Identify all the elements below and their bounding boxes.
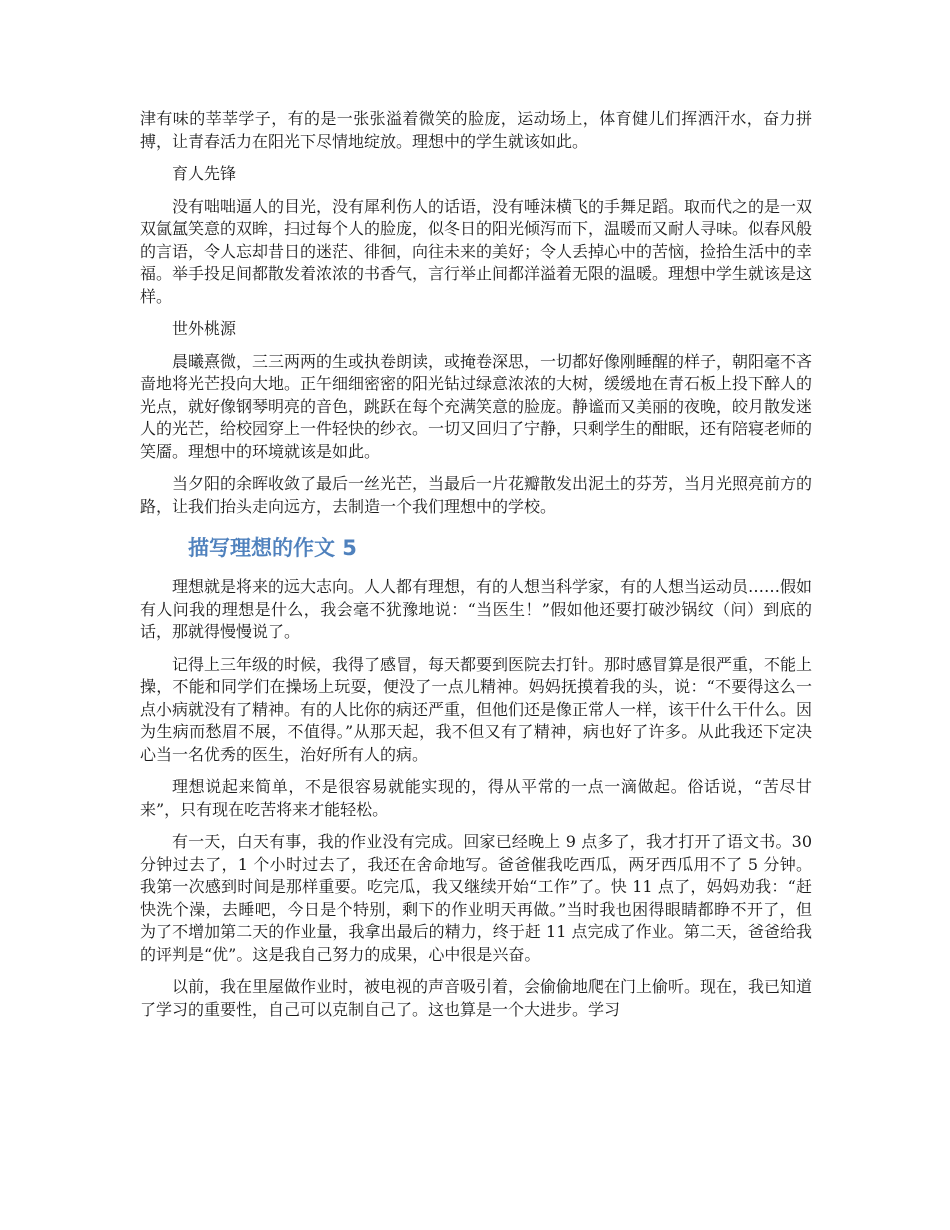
paragraph-ideal-doctor: 理想就是将来的远大志向。人人都有理想，有的人想当科学家，有的人想当运动员……假如有人问我的理想是什么，我会毫不犹豫地说：“当医生！”假如他还要打破沙锅纹（问）到底的话，那就得慢慢说了。 bbox=[140, 577, 813, 641]
paragraph-teacher-description: 没有咄咄逼人的目光，没有犀利伤人的话语，没有唾沫横飞的手舞足蹈。取而代之的是一双双氤氲笑意的双眸，扫过每个人的脸庞，似冬日的阳光倾泻而下，温暖而又耐人寻味。似春风般的言语，令人忘却昔日的迷茫、徘徊，向往未来的美好；令人丢掉心中的苦恼，捡拾生活中的幸福。举手投足间都散发着浓浓的书香气，言行举止间都洋溢着无限的温暖。理想中学生就该是这样。 bbox=[140, 196, 813, 306]
document-page bbox=[140, 108, 812, 1031]
paragraph-homework-night: 有一天，白天有事，我的作业没有完成。回家已经晚上 9 点多了，我才打开了语文书。30 分钟过去了，1 个小时过去了，我还在舍命地写。爸爸催我吃西瓜，两牙西瓜用不了 5 分钟。我第一次感到时间是那样重要。吃完瓜，我又继续开始“工作”了。快 11 点了，妈妈劝我：“赶快洗个澡，去睡吧，今日是个特别，剩下的作业明天再做。”当时我也困得眼睛都睁不开了，但为了不增加第二天的作业量，我拿出最后的精力，终于赶 11 点完成了作业。第二天，爸爸给我的评判是“优”。这是我自己努力的成果，心中很是兴奋。 bbox=[140, 832, 812, 964]
subheading-educator-pioneer: 育人先锋 bbox=[172, 164, 237, 183]
subheading-paradise: 世外桃源 bbox=[172, 319, 237, 338]
paragraph-intro-continuation: 津有味的莘莘学子，有的是一张张溢着微笑的脸庞，运动场上，体育健儿们挥洒汗水，奋力拼搏，让青春活力在阳光下尽情地绽放。理想中的学生就该如此。 bbox=[140, 109, 812, 151]
paragraph-sunset-conclusion: 当夕阳的余晖收敛了最后一丝光芒，当最后一片花瓣散发出泥土的芬芳，当月光照亮前方的路，让我们抬头走向远方，去制造一个我们理想中的学校。 bbox=[140, 474, 813, 516]
paragraph-third-grade-cold: 记得上三年级的时候，我得了感冒，每天都要到医院去打针。那时感冒算是很严重，不能上操，不能和同学们在操场上玩耍，便没了一点儿精神。妈妈抚摸着我的头，说：“不要得这么一点小病就没有了精神。有的人比你的病还严重，但他们还是像正常人一样，该干什么干什么。因为生病而愁眉不展，不值得。”从那天起，我不但又有了精神，病也好了许多。从此我还下定决心当一名优秀的医生，治好所有人的病。 bbox=[140, 654, 813, 764]
section-title-essay-5: 描写理想的作文 5 bbox=[188, 536, 357, 560]
paragraph-self-control: 以前，我在里屋做作业时，被电视的声音吸引着，会偷偷地爬在门上偷听。现在，我已知道了学习的重要性，自己可以克制自己了。这也算是一个大进步。学习 bbox=[140, 977, 813, 1019]
paragraph-campus-environment: 晨曦熹微，三三两两的生或执卷朗读，或掩卷深思，一切都好像刚睡醒的样子，朝阳毫不吝啬地将光芒投向大地。正午细细密密的阳光钻过绿意浓浓的大树，缓缓地在青石板上投下醉人的光点，就好像钢琴明亮的音色，跳跃在每个充满笑意的脸庞。静谧而又美丽的夜晚，皎月散发迷人的光芒，给校园穿上一件轻快的纱衣。一切又回归了宁静，只剩学生的酣眠，还有陪寝老师的笑靥。理想中的环境就该是如此。 bbox=[140, 351, 813, 461]
paragraph-hard-work: 理想说起来简单，不是很容易就能实现的，得从平常的一点一滴做起。俗话说，“苦尽甘来”，只有现在吃苦将来才能轻松。 bbox=[140, 777, 812, 819]
